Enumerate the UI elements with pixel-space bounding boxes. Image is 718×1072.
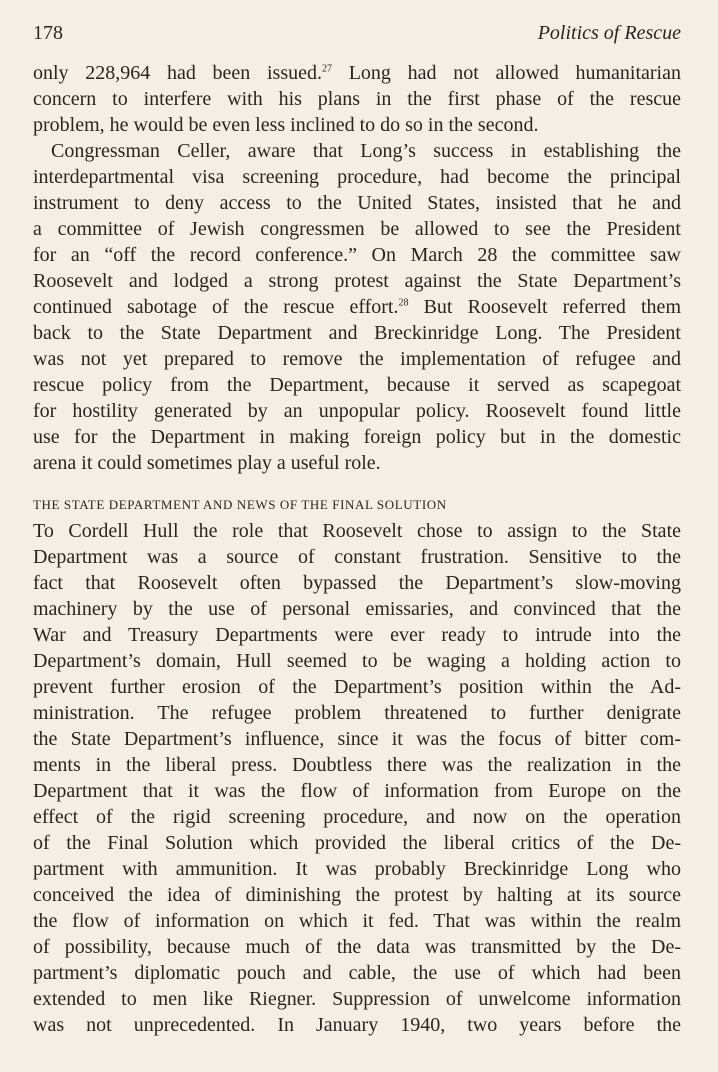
text-line: prevent further erosion of the Department’s position within the Ad- bbox=[33, 676, 681, 698]
text-line: Department that it was the flow of information from Europe on the bbox=[33, 780, 681, 802]
running-title: Politics of Rescue bbox=[537, 22, 681, 44]
text-line: partment’s diplomatic pouch and cable, the use of which had been bbox=[33, 962, 681, 984]
text-line: instrument to deny access to the United States, insisted that he and bbox=[33, 192, 681, 214]
text-line: use for the Department in making foreign policy but in the domestic bbox=[33, 426, 681, 448]
text-line: ments in the liberal press. Doubtless there was the realization in the bbox=[33, 754, 681, 776]
text-line: extended to men like Riegner. Suppression of unwelcome information bbox=[33, 988, 681, 1010]
text-line: the State Department’s influence, since it was the focus of bitter com- bbox=[33, 728, 681, 750]
text-line: problem, he would be even less inclined to do so in the second. bbox=[33, 114, 539, 136]
text-line: back to the State Department and Breckinridge Long. The President bbox=[33, 322, 681, 344]
text-line: for hostility generated by an unpopular policy. Roosevelt found little bbox=[33, 400, 681, 422]
text-line: continued sabotage of the rescue effort.$^{28}$ But Roosevelt referred them bbox=[33, 296, 681, 318]
text-line: rescue policy from the Department, because it served as scapegoat bbox=[33, 374, 681, 396]
text-line: was not unprecedented. In January 1940, two years before the bbox=[33, 1014, 681, 1036]
text-line: Congressman Celler, aware that Long’s success in establishing the bbox=[51, 140, 681, 162]
section-heading: THE STATE DEPARTMENT AND NEWS OF THE FINAL SOLUTION bbox=[33, 497, 447, 512]
text-line: conceived the idea of diminishing the protest by halting at its source bbox=[33, 884, 681, 906]
text-line: was not yet prepared to remove the implementation of refugee and bbox=[33, 348, 681, 370]
text-line: interdepartmental visa screening procedure, had become the principal bbox=[33, 166, 681, 188]
text-line: a committee of Jewish congressmen be allowed to see the President bbox=[33, 218, 681, 240]
text-line: concern to interfere with his plans in the first phase of the rescue bbox=[33, 88, 681, 110]
text-line: Department’s domain, Hull seemed to be waging a holding action to bbox=[33, 650, 681, 672]
book-page bbox=[33, 18, 681, 1038]
paragraph-1 bbox=[33, 60, 681, 138]
text-line: ministration. The refugee problem threatened to further denigrate bbox=[33, 702, 681, 724]
text-line: machinery by the use of personal emissaries, and convinced that the bbox=[33, 598, 681, 620]
text-line: effect of the rigid screening procedure, and now on the operation bbox=[33, 806, 681, 828]
text-line: Department was a source of constant frustration. Sensitive to the bbox=[33, 546, 681, 568]
text-line: Roosevelt and lodged a strong protest against the State Department’s bbox=[33, 270, 681, 292]
text-line: of the Final Solution which provided the liberal critics of the De- bbox=[33, 832, 681, 854]
text-line: arena it could sometimes play a useful role. bbox=[33, 452, 381, 474]
text-line: the flow of information on which it fed. That was within the realm bbox=[33, 910, 681, 932]
text-line: for an “off the record conference.” On March 28 the committee saw bbox=[33, 244, 681, 266]
text-line: of possibility, because much of the data was transmitted by the De- bbox=[33, 936, 681, 958]
running-head bbox=[33, 18, 681, 48]
text-line: partment with ammunition. It was probably Breckinridge Long who bbox=[33, 858, 681, 880]
text-line: War and Treasury Departments were ever ready to intrude into the bbox=[33, 624, 681, 646]
text-line: only 228,964 had been issued.$^{27}$ Long had not allowed humanitarian bbox=[33, 62, 681, 84]
footnote-ref: 27 bbox=[322, 63, 332, 75]
text-line: fact that Roosevelt often bypassed the Department’s slow-moving bbox=[33, 572, 681, 594]
paragraph-2 bbox=[33, 138, 681, 476]
paragraph-3 bbox=[33, 518, 681, 1038]
text-line: To Cordell Hull the role that Roosevelt chose to assign to the State bbox=[33, 520, 681, 542]
page-number: 178 bbox=[33, 22, 63, 44]
footnote-ref: 28 bbox=[398, 297, 409, 309]
